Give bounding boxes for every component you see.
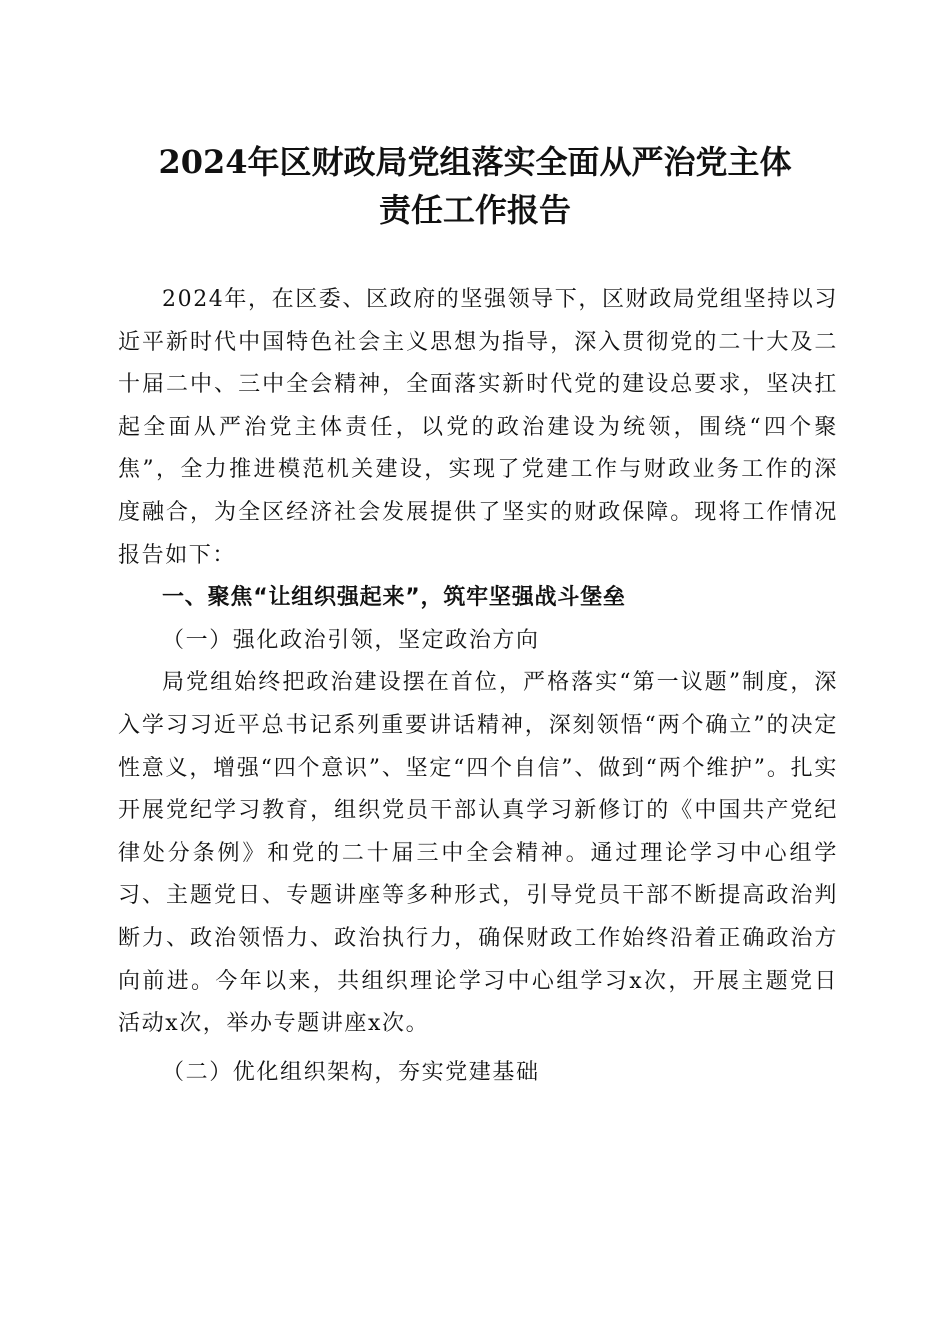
subsection-2-heading: （二）优化组织架构，夯实党建基础	[162, 1059, 540, 1085]
document-title	[100, 138, 850, 234]
subsection-1-paragraph: 局党组始终把政治建设摆在首位，严格落实“第一议题”制度，深入学习习近平总书记系列重要讲话精神，深刻领悟“两个确立”的决定性意义，增强“四个意识”、坚定“四个自信”、做到“两个维护”。扎实开展党纪学习教育，组织党员干部认真学习新修订的《中国共产党纪律处分条例》和党的二十届三中全会精神。通过理论学习中心组学习、主题党日、专题讲座等多种形式，引导党员干部不断提高政治判断力、政治领悟力、政治执行力，确保财政工作始终沿着正确政治方向前进。今年以来，共组织理论学习中心组学习x次，开展主题党日活动x次，举办专题讲座x次。	[118, 670, 838, 1037]
section-1-heading: 一、聚焦“让组织强起来”，筑牢坚强战斗堡垒	[162, 585, 626, 611]
subsection-1-heading: （一）强化政治引领，坚定政治方向	[162, 627, 540, 653]
document-body	[118, 279, 838, 1094]
intro-paragraph: 2024年，在区委、区政府的坚强领导下，区财政局党组坚持以习近平新时代中国特色社会主义思想为指导，深入贯彻党的二十大及二十届二中、三中全会精神，全面落实新时代党的建设总要求，坚决扛起全面从严治党主体责任，以党的政治建设为统领，围绕“四个聚焦”，全力推进模范机关建设，实现了党建工作与财政业务工作的深度融合，为全区经济社会发展提供了坚实的财政保障。现将工作情况报告如下：	[118, 287, 838, 568]
title-line-1: 2024年区财政局党组落实全面从严治党主体	[158, 143, 792, 181]
title-line-2: 责任工作报告	[378, 191, 571, 229]
